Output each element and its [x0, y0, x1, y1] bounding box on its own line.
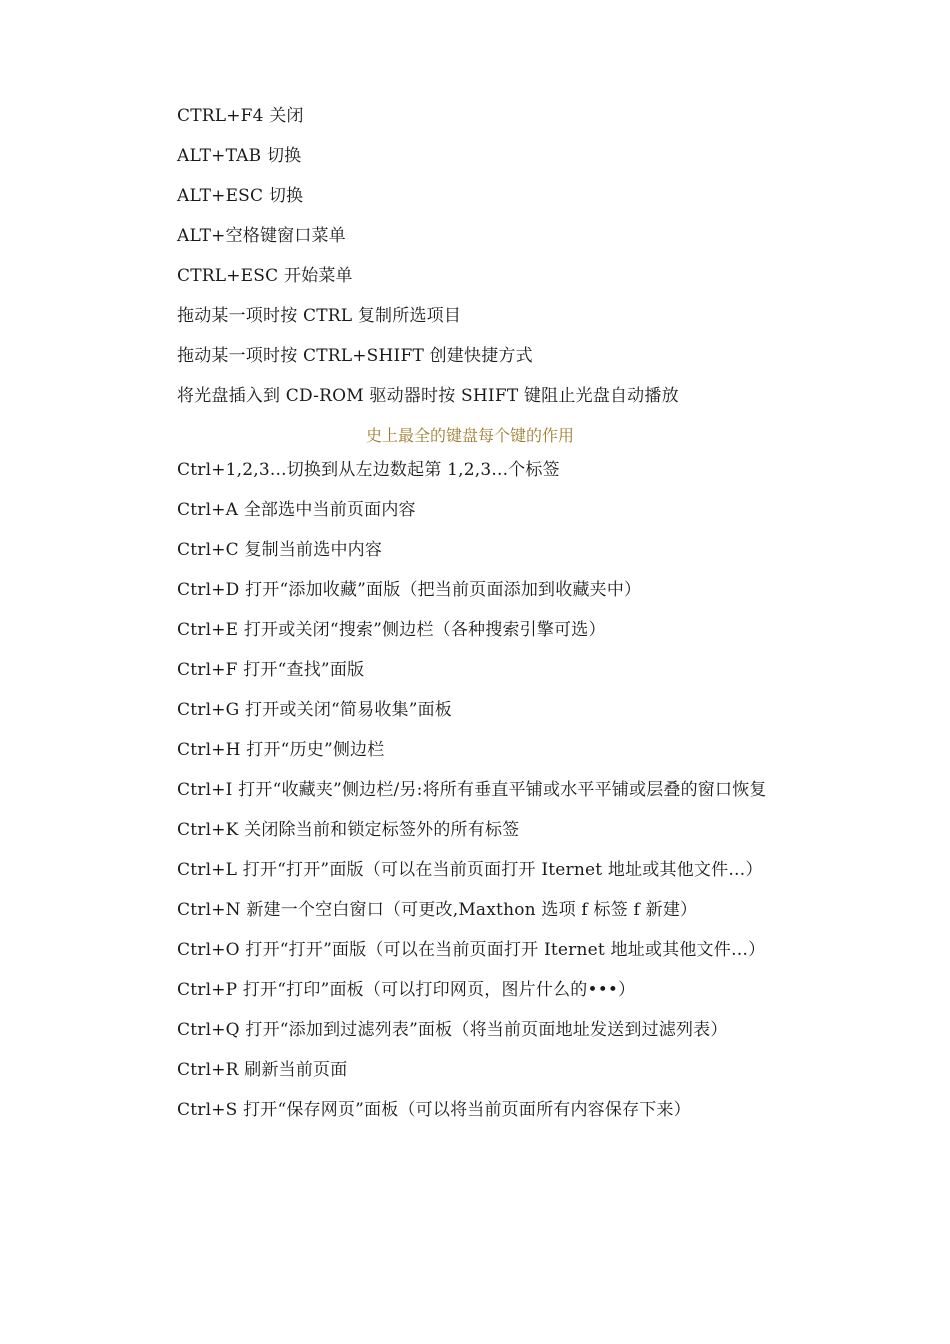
document-body	[140, 101, 800, 1135]
shortcut-line: Ctrl+I 打开“收藏夹”侧边栏/另:将所有垂直平铺或水平平铺或层叠的窗口恢复	[177, 780, 767, 800]
shortcut-line: CTRL+F4 关闭	[177, 106, 304, 126]
shortcut-line: ALT+空格键窗口菜单	[177, 226, 346, 246]
shortcut-line: Ctrl+Q 打开“添加到过滤列表”面板（将当前页面地址发送到过滤列表）	[177, 1020, 728, 1040]
shortcut-line: Ctrl+K 关闭除当前和锁定标签外的所有标签	[177, 820, 520, 840]
shortcut-line: Ctrl+A 全部选中当前页面内容	[177, 500, 416, 520]
shortcut-line: Ctrl+C 复制当前选中内容	[177, 540, 383, 560]
shortcut-line: Ctrl+R 刷新当前页面	[177, 1060, 348, 1080]
shortcut-line: Ctrl+D 打开“添加收藏”面版（把当前页面添加到收藏夹中）	[177, 580, 642, 600]
shortcut-line: Ctrl+F 打开“查找”面版	[177, 660, 365, 680]
shortcut-line: Ctrl+S 打开“保存网页”面板（可以将当前页面所有内容保存下来）	[177, 1100, 691, 1120]
shortcut-line: Ctrl+G 打开或关闭“简易收集”面板	[177, 700, 453, 720]
shortcut-line: Ctrl+H 打开“历史”侧边栏	[177, 740, 385, 760]
shortcut-line: ALT+TAB 切换	[177, 146, 302, 166]
shortcut-line: Ctrl+L 打开“打开”面版（可以在当前页面打开 Iternet 地址或其他文件…）	[177, 860, 763, 880]
shortcut-line: 拖动某一项时按 CTRL+SHIFT 创建快捷方式	[177, 346, 533, 366]
section-heading: 史上最全的键盘每个键的作用	[365, 426, 574, 445]
shortcut-line: Ctrl+N 新建一个空白窗口（可更改,Maxthon 选项 f 标签 f 新建）	[177, 900, 698, 920]
shortcut-line: 将光盘插入到 CD-ROM 驱动器时按 SHIFT 键阻止光盘自动播放	[177, 386, 679, 406]
shortcut-line: ALT+ESC 切换	[177, 186, 304, 206]
shortcut-line: 拖动某一项时按 CTRL 复制所选项目	[177, 306, 462, 326]
shortcut-line: Ctrl+O 打开“打开”面版（可以在当前页面打开 Iternet 地址或其他文件…）	[177, 940, 766, 960]
shortcut-line: CTRL+ESC 开始菜单	[177, 266, 353, 286]
shortcut-line: Ctrl+E 打开或关闭“搜索”侧边栏（各种搜索引擎可选）	[177, 620, 606, 640]
shortcut-line: Ctrl+P 打开“打印”面板（可以打印网页，图片什么的•••）	[177, 980, 636, 1000]
shortcut-line: Ctrl+1,2,3...切换到从左边数起第 1,2,3...个标签	[177, 460, 560, 480]
